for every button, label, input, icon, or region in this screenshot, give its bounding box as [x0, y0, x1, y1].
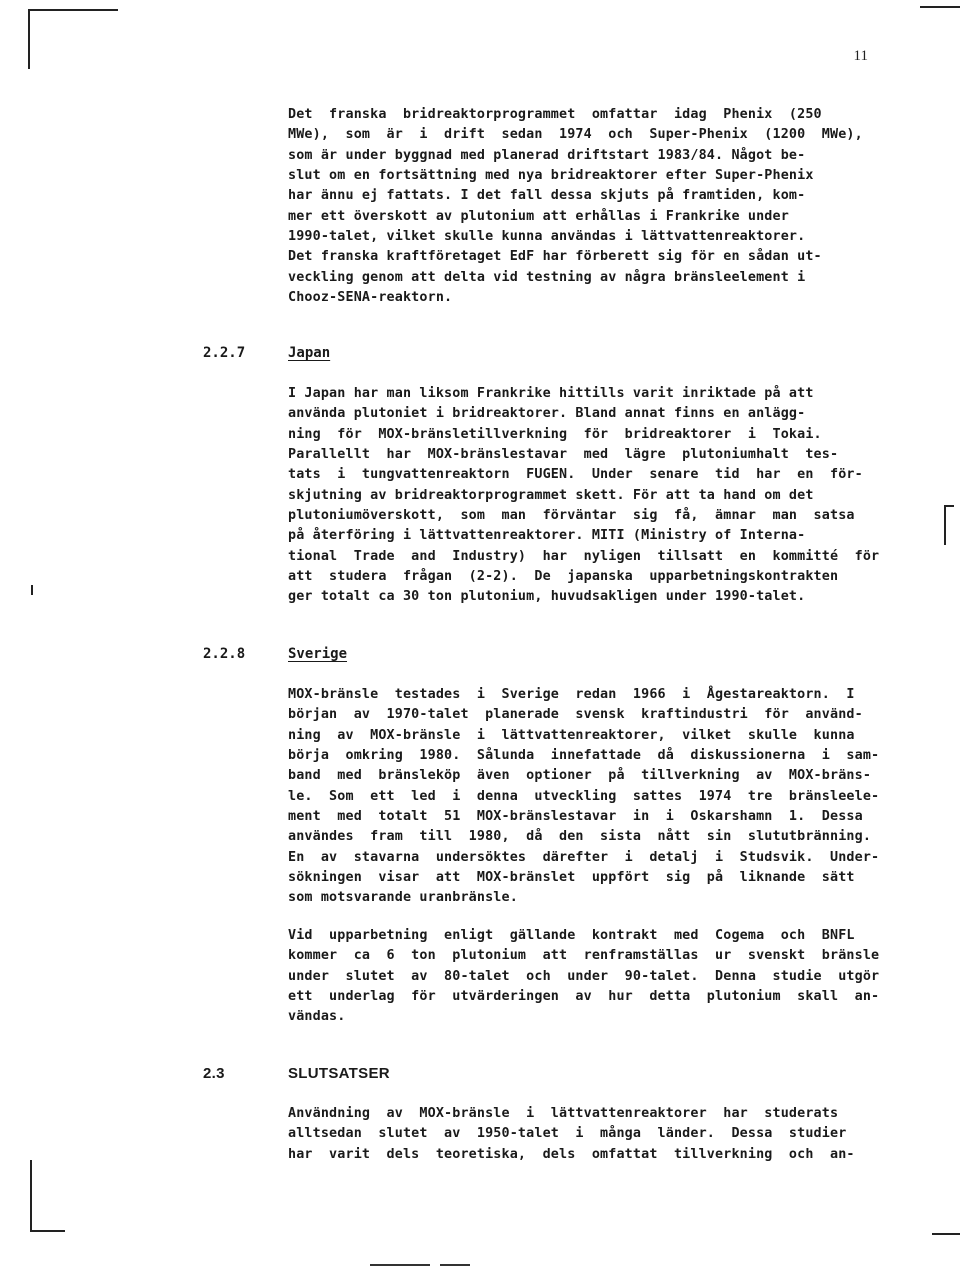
section-number: 2.2.8 — [203, 646, 246, 662]
section-title: SLUTSATSER — [288, 1065, 390, 1082]
section-title: Japan — [288, 345, 331, 361]
page-number: 11 — [853, 48, 868, 64]
paragraph-sverige-1 — [288, 685, 878, 909]
text-line: Vid upparbetning enligt gällande kontrakt med Cogema och BNFL — [288, 928, 855, 943]
crop-mark-bottom-right — [932, 1233, 960, 1235]
scan-bottom-smudge — [440, 1264, 470, 1266]
text-line: En av stavarna undersöktes därefter i detalj i Studsvik. Under- — [288, 849, 880, 865]
section-title: Sverige — [288, 646, 348, 662]
text-line: som motsvarande uranbränsle. — [288, 890, 518, 906]
text-line: som är under byggnad med planerad driftstart 1983/84. Något be- — [288, 147, 806, 163]
crop-mark-top-left-horizontal — [28, 9, 118, 11]
text-line: har varit dels teoretiska, dels omfattat tillverkning och an- — [288, 1146, 855, 1162]
paragraph-intro — [288, 105, 878, 308]
text-line: ett underlag för utvärderingen av hur detta plutonium skall an- — [288, 989, 880, 1005]
text-line: början av 1970-talet planerade svensk kraftindustri för använd- — [288, 707, 863, 723]
text-line: tats i tungvattenreaktorn FUGEN. Under senare tid har en för- — [288, 467, 863, 483]
text-line: band med bränsleköp även optioner på tillverkning av MOX-bräns- — [288, 768, 872, 784]
text-line: användes fram till 1980, då den sista nått sin slututbränning. — [288, 829, 872, 845]
text-line: ment med totalt 51 MOX-bränslestavar in i Oskarshamn 1. Dessa — [288, 809, 863, 825]
section-number: 2.2.7 — [203, 345, 246, 361]
crop-mark-bottom-left-horizontal — [30, 1230, 65, 1232]
text-line: Det franska kraftföretaget EdF har förberett sig för en sådan ut- — [288, 249, 822, 265]
text-line: att studera frågan (2-2). De japanska upparbetningskontrakten — [288, 569, 839, 585]
text-line: Chooz-SENA-reaktorn. — [288, 290, 453, 306]
crop-mark-right-bracket — [944, 505, 946, 545]
paragraph-sverige-2 — [288, 926, 878, 1028]
text-line: le. Som ett led i denna utveckling sattes 1974 tre bränsleele- — [288, 788, 880, 804]
text-line: på återföring i lättvattenreaktorer. MITI (Ministry of Interna- — [288, 528, 806, 544]
crop-mark-right-bracket-tick — [944, 505, 954, 507]
text-line: sökningen visar att MOX-bränslet uppfört sig på liknande sätt — [288, 870, 855, 886]
text-line: använda plutoniet i bridreaktorer. Bland annat finns en anlägg- — [288, 406, 806, 422]
text-line: ning för MOX-bränsletillverkning för bridreaktorer i Tokai. — [288, 426, 822, 442]
crop-mark-bottom-left-vertical — [30, 1160, 32, 1230]
text-line: slut om en fortsättning med nya bridreaktorer efter Super-Phenix — [288, 168, 814, 184]
paragraph-slutsatser — [288, 1104, 878, 1165]
text-line: ger totalt ca 30 ton plutonium, huvudsakligen under 1990-talet. — [288, 589, 806, 605]
text-line: Användning av MOX-bränsle i lättvattenreaktorer har studerats — [288, 1106, 839, 1121]
text-line: Det franska bridreaktorprogrammet omfattar idag Phenix (250 — [288, 107, 822, 122]
section-number: 2.3 — [203, 1065, 225, 1082]
text-line: kommer ca 6 ton plutonium att renframställas ur svenskt bränsle — [288, 948, 880, 964]
text-line: börja omkring 1980. Sålunda innefattade då diskussionerna i sam- — [288, 748, 880, 764]
paragraph-japan — [288, 384, 878, 608]
text-line: MOX-bränsle testades i Sverige redan 1966 i Ågestareaktorn. I — [288, 687, 855, 702]
text-line: Parallellt har MOX-bränslestavar med lägre plutoniumhalt tes- — [288, 447, 839, 463]
text-line: veckling genom att delta vid testning av några bränsleelement i — [288, 269, 806, 285]
crop-mark-top-right — [920, 6, 960, 8]
crop-mark-top-left-vertical — [28, 9, 30, 69]
text-line: alltsedan slutet av 1950-talet i många länder. Dessa studier — [288, 1126, 847, 1142]
crop-mark-left-dot — [31, 585, 33, 595]
scan-bottom-smudge — [370, 1264, 430, 1266]
text-line: har ännu ej fattats. I det fall dessa skjuts på framtiden, kom- — [288, 188, 806, 204]
text-line: under slutet av 80-talet och under 90-talet. Denna studie utgör — [288, 968, 880, 984]
text-line: MWe), som är i drift sedan 1974 och Super-Phenix (1200 MWe), — [288, 127, 863, 143]
text-line: vändas. — [288, 1009, 346, 1025]
text-line: tional Trade and Industry) har nyligen tillsatt en kommitté för — [288, 548, 880, 564]
text-line: mer ett överskott av plutonium att erhållas i Frankrike under — [288, 208, 789, 224]
text-line: 1990-talet, vilket skulle kunna användas i lättvattenreaktorer. — [288, 229, 806, 245]
text-line: I Japan har man liksom Frankrike hittills varit inriktade på att — [288, 386, 814, 401]
text-line: ning av MOX-bränsle i lättvattenreaktorer, vilket skulle kunna — [288, 727, 855, 743]
text-line: plutoniumöverskott, som man förväntar sig få, ämnar man satsa — [288, 508, 855, 524]
text-line: skjutning av bridreaktorprogrammet skett. För att ta hand om det — [288, 487, 814, 503]
